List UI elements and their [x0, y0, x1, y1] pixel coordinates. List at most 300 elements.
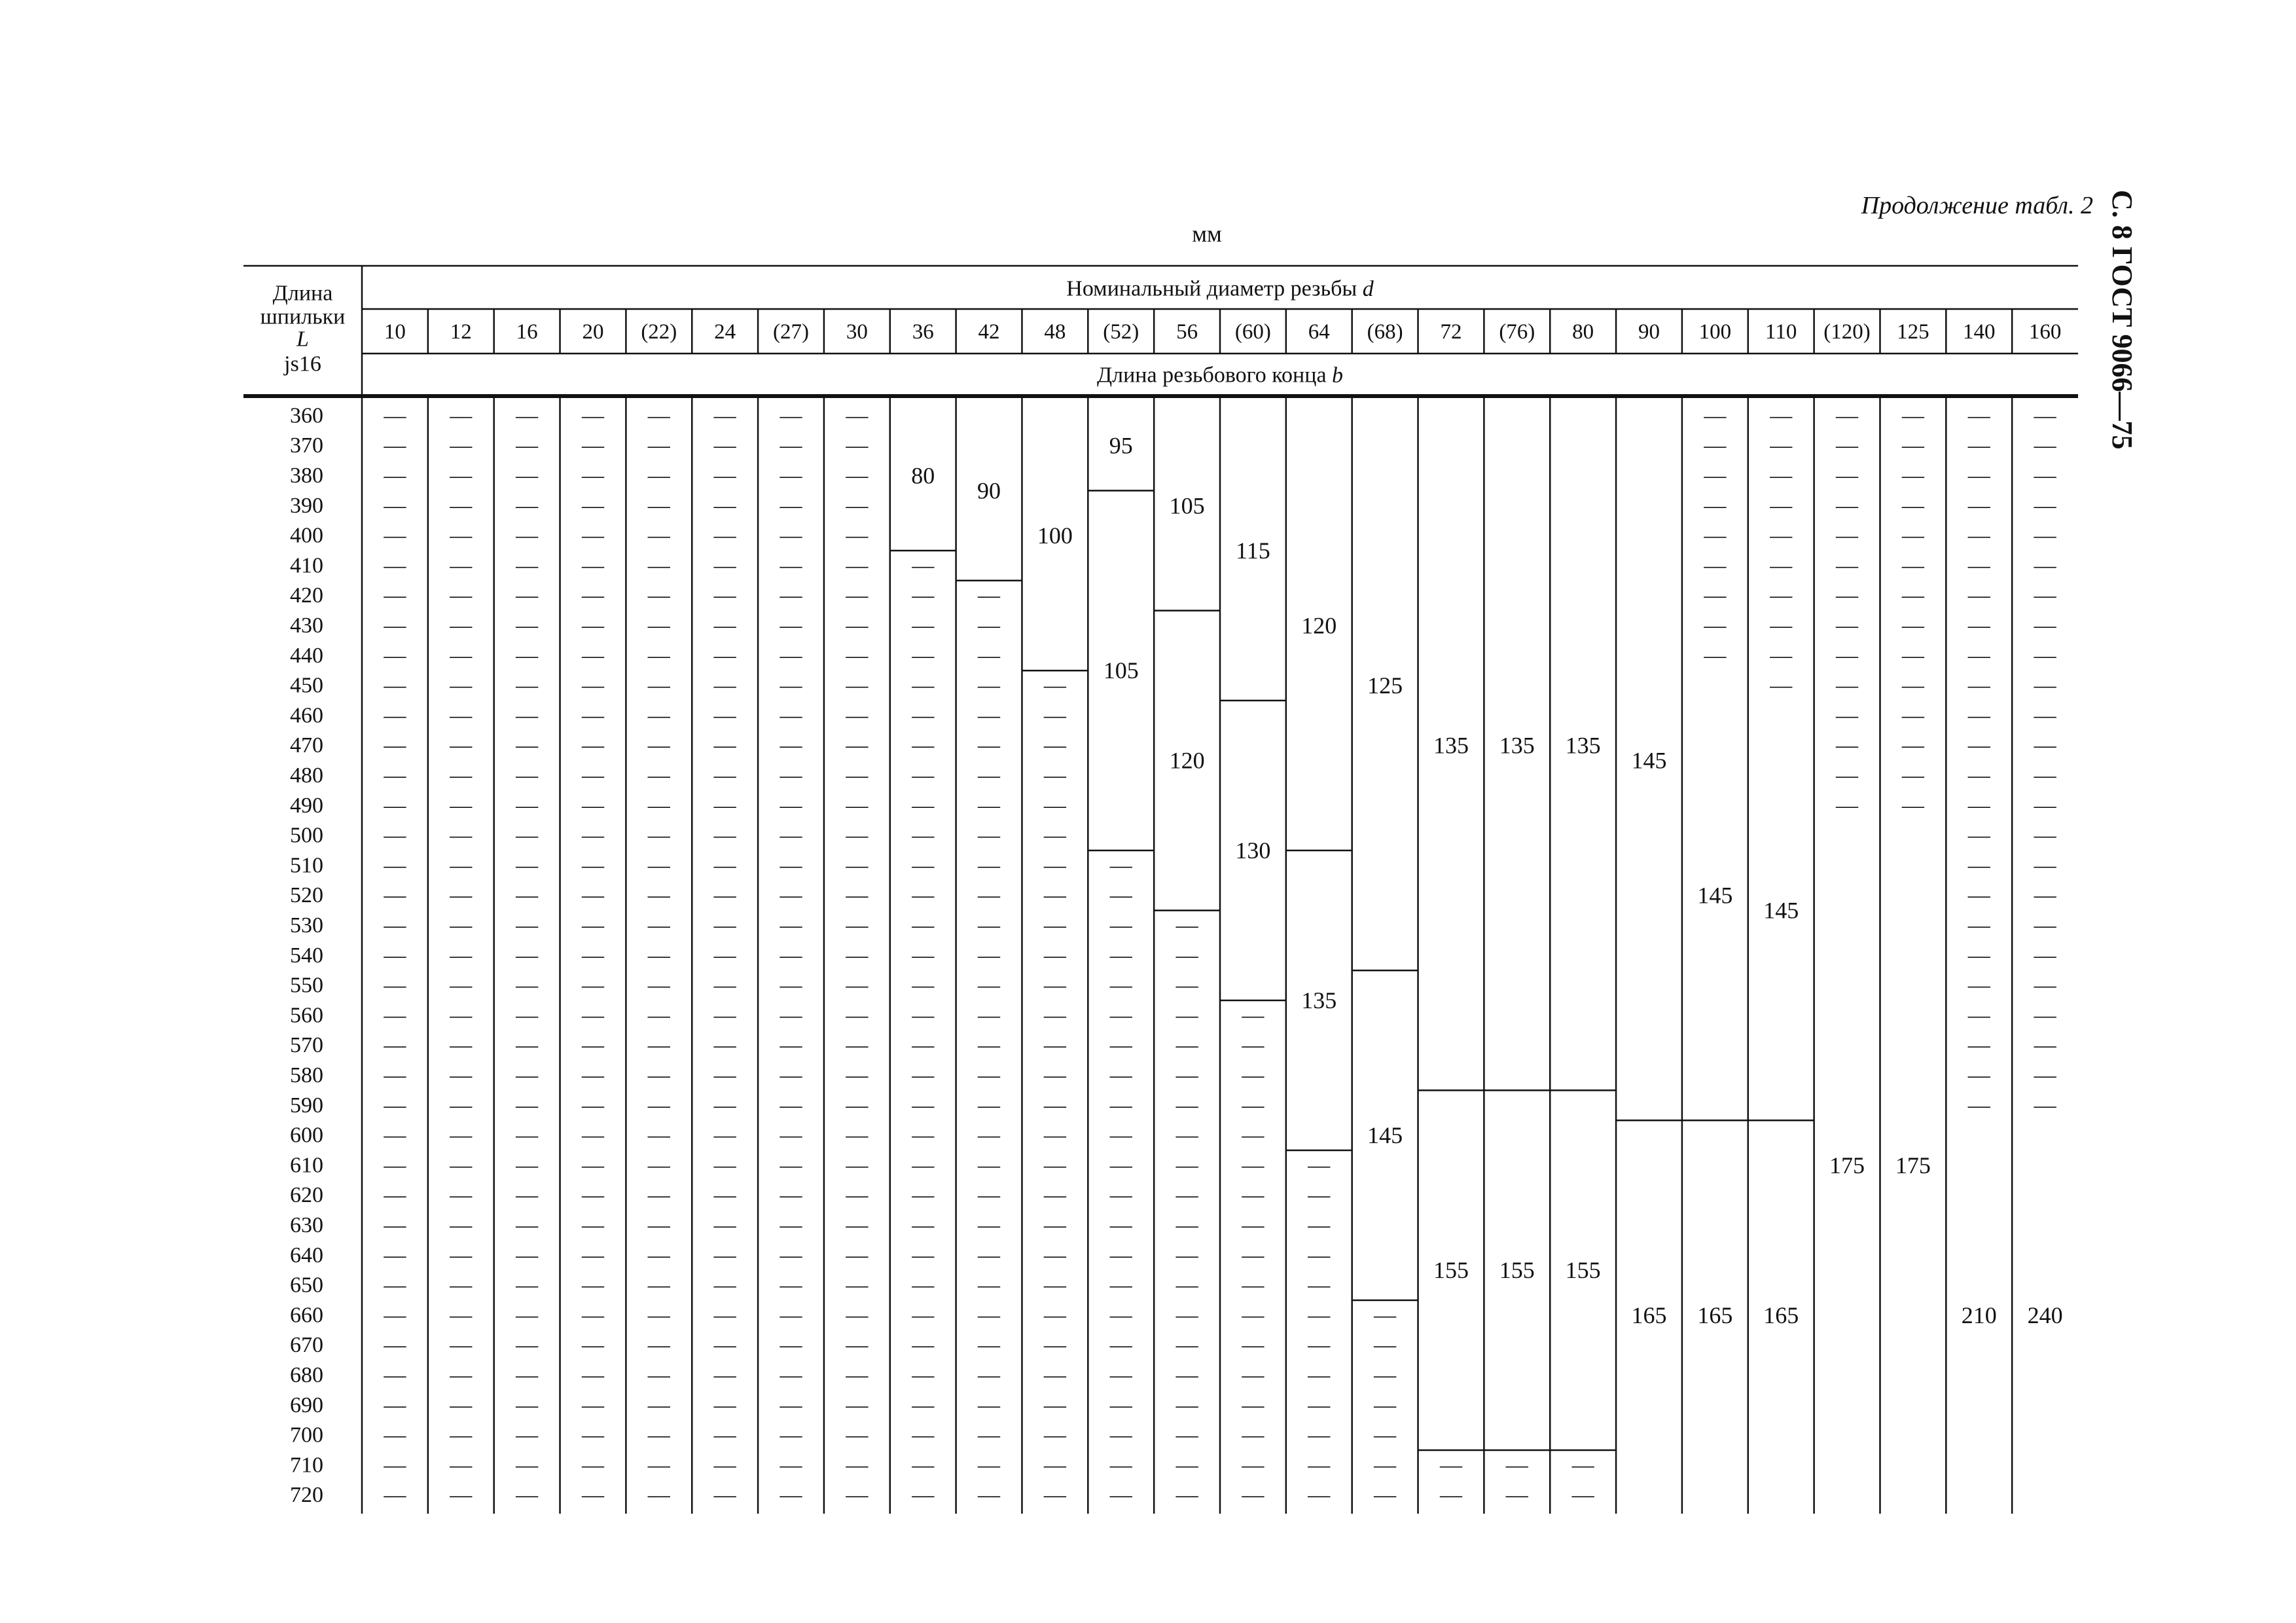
dash-cell: — — [780, 1243, 802, 1267]
length-cell: 620 — [290, 1183, 323, 1208]
dash-cell: — — [2034, 973, 2056, 998]
dash-cell: — — [1704, 464, 1727, 488]
dash-cell: — — [1374, 1393, 1397, 1417]
dash-cell: — — [1374, 1453, 1397, 1478]
dash-cell: — — [912, 1093, 935, 1118]
dash-cell: — — [713, 1423, 736, 1448]
diameter-cell: 24 — [714, 320, 736, 344]
dash-cell: — — [516, 403, 539, 428]
dash-cell: — — [846, 1273, 869, 1298]
dash-cell: — — [1308, 1483, 1331, 1508]
dash-cell: — — [1043, 763, 1066, 788]
dash-cell: — — [1836, 553, 1859, 578]
dash-cell: — — [912, 1063, 935, 1087]
dash-cell: — — [647, 1453, 670, 1478]
dash-cell: — — [2034, 703, 2056, 728]
dash-cell: — — [1175, 1033, 1198, 1058]
dash-cell: — — [978, 1273, 1001, 1298]
dash-cell: — — [647, 853, 670, 878]
dash-cell: — — [846, 1003, 869, 1028]
dash-cell: — — [516, 703, 539, 728]
thread-length-value: 145 — [1631, 747, 1667, 774]
dash-cell: — — [1901, 523, 1924, 548]
dash-cell: — — [1308, 1243, 1331, 1267]
diameter-cell: (76) — [1499, 320, 1535, 344]
length-cell: 660 — [290, 1303, 323, 1328]
dash-cell: — — [581, 1183, 604, 1208]
dash-cell: — — [1901, 493, 1924, 518]
dash-cell: — — [1242, 1453, 1265, 1478]
length-cell: 430 — [290, 613, 323, 638]
dash-cell: — — [912, 1333, 935, 1358]
dash-cell: — — [384, 1303, 406, 1328]
dash-cell: — — [516, 793, 539, 818]
dash-cell: — — [713, 1003, 736, 1028]
length-cell: 460 — [290, 703, 323, 728]
dash-cell: — — [846, 1093, 869, 1118]
dash-cell: — — [780, 733, 802, 758]
dash-cell: — — [1308, 1303, 1331, 1328]
dash-cell: — — [846, 913, 869, 938]
dash-cell: — — [912, 703, 935, 728]
dash-cell: — — [846, 703, 869, 728]
dash-cell: — — [1374, 1303, 1397, 1328]
dash-cell: — — [713, 1273, 736, 1298]
dash-cell: — — [780, 763, 802, 788]
dash-cell: — — [516, 1093, 539, 1118]
dash-cell: — — [384, 493, 406, 518]
dash-cell: — — [1109, 1093, 1132, 1118]
diameter-cell: 72 — [1440, 320, 1462, 344]
dash-cell: — — [780, 673, 802, 698]
dash-cell: — — [581, 793, 604, 818]
dash-cell: — — [1439, 1483, 1462, 1508]
dash-cell: — — [912, 1123, 935, 1148]
dash-cell: — — [846, 1393, 869, 1417]
dash-cell: — — [1175, 1303, 1198, 1328]
thread-length-value: 145 — [1697, 882, 1733, 909]
dash-cell: — — [1043, 1153, 1066, 1178]
dash-cell: — — [1109, 1183, 1132, 1208]
dash-cell: — — [713, 523, 736, 548]
dash-cell: — — [647, 1003, 670, 1028]
diameter-cell: 16 — [516, 320, 538, 344]
dash-cell: — — [1967, 943, 1990, 968]
dash-cell: — — [516, 433, 539, 458]
dash-cell: — — [713, 943, 736, 968]
dash-cell: — — [384, 1213, 406, 1237]
dash-cell: — — [1704, 583, 1727, 608]
dash-cell: — — [581, 1363, 604, 1387]
dash-cell: — — [384, 1243, 406, 1267]
dash-cell: — — [780, 1063, 802, 1087]
diameter-cell: 42 — [978, 320, 1000, 344]
dash-cell: — — [912, 823, 935, 848]
dash-cell: — — [1967, 1093, 1990, 1118]
dash-cell: — — [1242, 1153, 1265, 1178]
thread-length-value: 155 — [1565, 1257, 1601, 1284]
dash-cell: — — [1043, 1003, 1066, 1028]
dash-cell: — — [846, 1363, 869, 1387]
dash-cell: — — [1043, 1423, 1066, 1448]
length-cell: 420 — [290, 583, 323, 608]
dash-cell: — — [1967, 553, 1990, 578]
dash-cell: — — [450, 553, 473, 578]
dash-cell: — — [581, 1063, 604, 1087]
table-content — [260, 277, 2063, 1508]
dash-cell: — — [1967, 613, 1990, 638]
dash-cell: — — [450, 1003, 473, 1028]
dash-cell: — — [516, 1423, 539, 1448]
row-header-line-1: Длина — [272, 281, 333, 306]
dash-cell: — — [450, 1093, 473, 1118]
dash-cell: — — [384, 913, 406, 938]
dash-cell: — — [581, 1273, 604, 1298]
dash-cell: — — [516, 823, 539, 848]
dash-cell: — — [516, 1003, 539, 1028]
dash-cell: — — [384, 433, 406, 458]
dash-cell: — — [780, 493, 802, 518]
dash-cell: — — [978, 643, 1001, 668]
dash-cell: — — [516, 583, 539, 608]
dash-cell: — — [846, 1213, 869, 1237]
dash-cell: — — [1967, 464, 1990, 488]
dash-cell: — — [1836, 733, 1859, 758]
dash-cell: — — [1043, 703, 1066, 728]
dash-cell: — — [450, 1303, 473, 1328]
diameter-cell: 12 — [450, 320, 472, 344]
dash-cell: — — [1242, 1183, 1265, 1208]
diameter-group-header: Номинальный диаметр резьбы d — [1066, 276, 1374, 301]
dash-cell: — — [1308, 1363, 1331, 1387]
dash-cell: — — [978, 583, 1001, 608]
dash-cell: — — [1374, 1483, 1397, 1508]
dash-cell: — — [384, 403, 406, 428]
dash-cell: — — [516, 1453, 539, 1478]
dash-cell: — — [647, 1393, 670, 1417]
length-cell: 630 — [290, 1213, 323, 1237]
dash-cell: — — [450, 793, 473, 818]
dash-cell: — — [647, 1483, 670, 1508]
thread-length-value: 130 — [1235, 837, 1271, 864]
dash-cell: — — [780, 1423, 802, 1448]
dash-cell: — — [846, 464, 869, 488]
dash-cell: — — [450, 1213, 473, 1237]
units-label: мм — [1192, 221, 1222, 247]
dash-cell: — — [912, 673, 935, 698]
dash-cell: — — [1109, 1363, 1132, 1387]
dash-cell: — — [384, 1333, 406, 1358]
dash-cell: — — [1770, 433, 1793, 458]
diameter-cell: (60) — [1234, 320, 1271, 344]
diameter-cell: 80 — [1572, 320, 1594, 344]
dash-cell: — — [450, 913, 473, 938]
dash-cell: — — [1175, 1423, 1198, 1448]
dash-cell: — — [1967, 493, 1990, 518]
dash-cell: — — [846, 1153, 869, 1178]
thread-length-value: 90 — [977, 477, 1001, 504]
dash-cell: — — [1242, 1303, 1265, 1328]
dash-cell: — — [450, 433, 473, 458]
dash-cell: — — [780, 1393, 802, 1417]
dash-cell: — — [713, 733, 736, 758]
dash-cell: — — [516, 943, 539, 968]
dash-cell: — — [2034, 943, 2056, 968]
dash-cell: — — [912, 1273, 935, 1298]
dash-cell: — — [2034, 433, 2056, 458]
dash-cell: — — [1242, 1033, 1265, 1058]
dash-cell: — — [1967, 763, 1990, 788]
dash-cell: — — [581, 1213, 604, 1237]
dash-cell: — — [978, 1213, 1001, 1237]
dash-cell: — — [1308, 1393, 1331, 1417]
dash-cell: — — [780, 1123, 802, 1148]
dash-cell: — — [1109, 1003, 1132, 1028]
dash-cell: — — [647, 1183, 670, 1208]
dash-cell: — — [978, 973, 1001, 998]
dash-cell: — — [713, 1063, 736, 1087]
dash-cell: — — [780, 433, 802, 458]
dash-cell: — — [713, 823, 736, 848]
dash-cell: — — [647, 1363, 670, 1387]
dash-cell: — — [516, 1183, 539, 1208]
dash-cell: — — [1967, 673, 1990, 698]
dash-cell: — — [1109, 943, 1132, 968]
dash-cell: — — [780, 553, 802, 578]
dash-cell: — — [581, 493, 604, 518]
dash-cell: — — [1439, 1453, 1462, 1478]
dash-cell: — — [780, 1333, 802, 1358]
dash-cell: — — [912, 1033, 935, 1058]
dash-cell: — — [780, 613, 802, 638]
dash-cell: — — [912, 1153, 935, 1178]
dash-cell: — — [1967, 973, 1990, 998]
dash-cell: — — [780, 1213, 802, 1237]
dash-cell: — — [912, 1303, 935, 1328]
dash-cell: — — [1043, 943, 1066, 968]
dash-cell: — — [581, 553, 604, 578]
dash-cell: — — [581, 643, 604, 668]
dash-cell: — — [647, 1063, 670, 1087]
dash-cell: — — [384, 1363, 406, 1387]
thread-length-value: 155 — [1433, 1257, 1469, 1284]
dash-cell: — — [384, 763, 406, 788]
dash-cell: — — [846, 883, 869, 908]
dash-cell: — — [450, 883, 473, 908]
dash-cell: — — [647, 1213, 670, 1237]
dash-cell: — — [647, 613, 670, 638]
length-cell: 560 — [290, 1003, 323, 1028]
dash-cell: — — [1175, 1153, 1198, 1178]
dash-cell: — — [2034, 1063, 2056, 1087]
dash-cell: — — [713, 643, 736, 668]
dash-cell: — — [1109, 1303, 1132, 1328]
dash-cell: — — [2034, 913, 2056, 938]
diameter-cell: 100 — [1698, 320, 1732, 344]
dash-cell: — — [713, 1243, 736, 1267]
dash-cell: — — [384, 943, 406, 968]
dash-cell: — — [581, 433, 604, 458]
dash-cell: — — [647, 464, 670, 488]
dash-cell: — — [1043, 1123, 1066, 1148]
dash-cell: — — [581, 853, 604, 878]
dash-cell: — — [713, 703, 736, 728]
dash-cell: — — [516, 973, 539, 998]
diameter-cell: 56 — [1176, 320, 1198, 344]
dash-cell: — — [1043, 1033, 1066, 1058]
dash-cell: — — [780, 943, 802, 968]
dash-cell: — — [450, 1393, 473, 1417]
dash-cell: — — [1505, 1483, 1528, 1508]
dash-cell: — — [846, 1123, 869, 1148]
dash-cell: — — [912, 913, 935, 938]
dash-cell: — — [450, 1333, 473, 1358]
dash-cell: — — [846, 1453, 869, 1478]
dash-cell: — — [1175, 1213, 1198, 1237]
dash-cell: — — [581, 883, 604, 908]
dash-cell: — — [2034, 1003, 2056, 1028]
dash-cell: — — [1043, 973, 1066, 998]
dash-cell: — — [647, 943, 670, 968]
dash-cell: — — [713, 433, 736, 458]
dash-cell: — — [1043, 793, 1066, 818]
dash-cell: — — [581, 1393, 604, 1417]
length-cell: 700 — [290, 1423, 323, 1448]
dash-cell: — — [1175, 1183, 1198, 1208]
dash-cell: — — [912, 1213, 935, 1237]
dash-cell: — — [846, 973, 869, 998]
dash-cell: — — [1109, 1213, 1132, 1237]
dash-cell: — — [516, 883, 539, 908]
dash-cell: — — [846, 1303, 869, 1328]
dash-cell: — — [846, 733, 869, 758]
dash-cell: — — [912, 1483, 935, 1508]
dash-cell: — — [516, 1303, 539, 1328]
dash-cell: — — [713, 1183, 736, 1208]
dash-cell: — — [516, 1273, 539, 1298]
length-cell: 580 — [290, 1063, 323, 1087]
dash-cell: — — [1967, 643, 1990, 668]
dash-cell: — — [516, 1153, 539, 1178]
dash-cell: — — [1770, 464, 1793, 488]
dash-cell: — — [780, 883, 802, 908]
dash-cell: — — [1043, 1063, 1066, 1087]
dash-cell: — — [516, 1033, 539, 1058]
dash-cell: — — [450, 733, 473, 758]
dash-cell: — — [647, 493, 670, 518]
dash-cell: — — [1836, 493, 1859, 518]
dash-cell: — — [978, 1333, 1001, 1358]
dash-cell: — — [647, 1093, 670, 1118]
dash-cell: — — [384, 643, 406, 668]
dash-cell: — — [1175, 1363, 1198, 1387]
diameter-cell: 64 — [1308, 320, 1330, 344]
row-header-symbol: L — [296, 327, 309, 352]
dash-cell: — — [713, 493, 736, 518]
dash-cell: — — [713, 1453, 736, 1478]
length-cell: 540 — [290, 943, 323, 968]
diameter-cell: 110 — [1765, 320, 1797, 344]
dash-cell: — — [780, 913, 802, 938]
dash-cell: — — [581, 943, 604, 968]
dash-cell: — — [516, 643, 539, 668]
dash-cell: — — [978, 673, 1001, 698]
dash-cell: — — [1043, 823, 1066, 848]
dash-cell: — — [1374, 1363, 1397, 1387]
dash-cell: — — [846, 1063, 869, 1087]
dash-cell: — — [846, 793, 869, 818]
dash-cell: — — [1109, 913, 1132, 938]
dash-cell: — — [1109, 1063, 1132, 1087]
dash-cell: — — [1836, 583, 1859, 608]
dash-cell: — — [1242, 1213, 1265, 1237]
table-continuation-label: Продолжение табл. 2 — [1861, 192, 2093, 219]
dash-cell: — — [1242, 1393, 1265, 1417]
dash-cell: — — [912, 613, 935, 638]
dash-cell: — — [1109, 883, 1132, 908]
dash-cell: — — [516, 523, 539, 548]
length-cell: 520 — [290, 883, 323, 908]
length-cell: 490 — [290, 793, 323, 818]
dash-cell: — — [978, 943, 1001, 968]
dash-cell: — — [1043, 1213, 1066, 1237]
dash-cell: — — [1242, 1123, 1265, 1148]
dash-cell: — — [1308, 1213, 1331, 1237]
dash-cell: — — [647, 583, 670, 608]
dash-cell: — — [780, 1153, 802, 1178]
diameter-cell: (120) — [1823, 320, 1871, 344]
dash-cell: — — [516, 493, 539, 518]
dash-cell: — — [450, 943, 473, 968]
length-cell: 720 — [290, 1483, 323, 1508]
dash-cell: — — [780, 1363, 802, 1387]
length-cell: 610 — [290, 1153, 323, 1178]
dash-cell: — — [516, 464, 539, 488]
dash-cell: — — [713, 553, 736, 578]
dash-cell: — — [450, 853, 473, 878]
dash-cell: — — [581, 1003, 604, 1028]
dash-cell: — — [1901, 733, 1924, 758]
length-cell: 500 — [290, 823, 323, 848]
dash-cell: — — [978, 1183, 1001, 1208]
dash-cell: — — [647, 883, 670, 908]
dash-cell: — — [384, 883, 406, 908]
dash-cell: — — [780, 1273, 802, 1298]
dash-cell: — — [912, 1003, 935, 1028]
dash-cell: — — [384, 583, 406, 608]
dash-cell: — — [581, 1483, 604, 1508]
dash-cell: — — [1836, 523, 1859, 548]
dash-cell: — — [647, 1273, 670, 1298]
dash-cell: — — [384, 1183, 406, 1208]
dash-cell: — — [2034, 853, 2056, 878]
dash-cell: — — [1109, 973, 1132, 998]
dash-cell: — — [2034, 523, 2056, 548]
thread-length-value: 240 — [2027, 1302, 2063, 1328]
dash-cell: — — [846, 1243, 869, 1267]
dash-cell: — — [978, 1123, 1001, 1148]
dash-cell: — — [450, 763, 473, 788]
dash-cell: — — [1109, 1123, 1132, 1148]
dash-cell: — — [1770, 523, 1793, 548]
dash-cell: — — [1770, 403, 1793, 428]
dash-cell: — — [846, 673, 869, 698]
dash-cell: — — [1571, 1453, 1594, 1478]
dash-cell: — — [1704, 523, 1727, 548]
dash-cell: — — [450, 403, 473, 428]
dash-cell: — — [647, 403, 670, 428]
diameter-cell: 140 — [1962, 320, 1996, 344]
